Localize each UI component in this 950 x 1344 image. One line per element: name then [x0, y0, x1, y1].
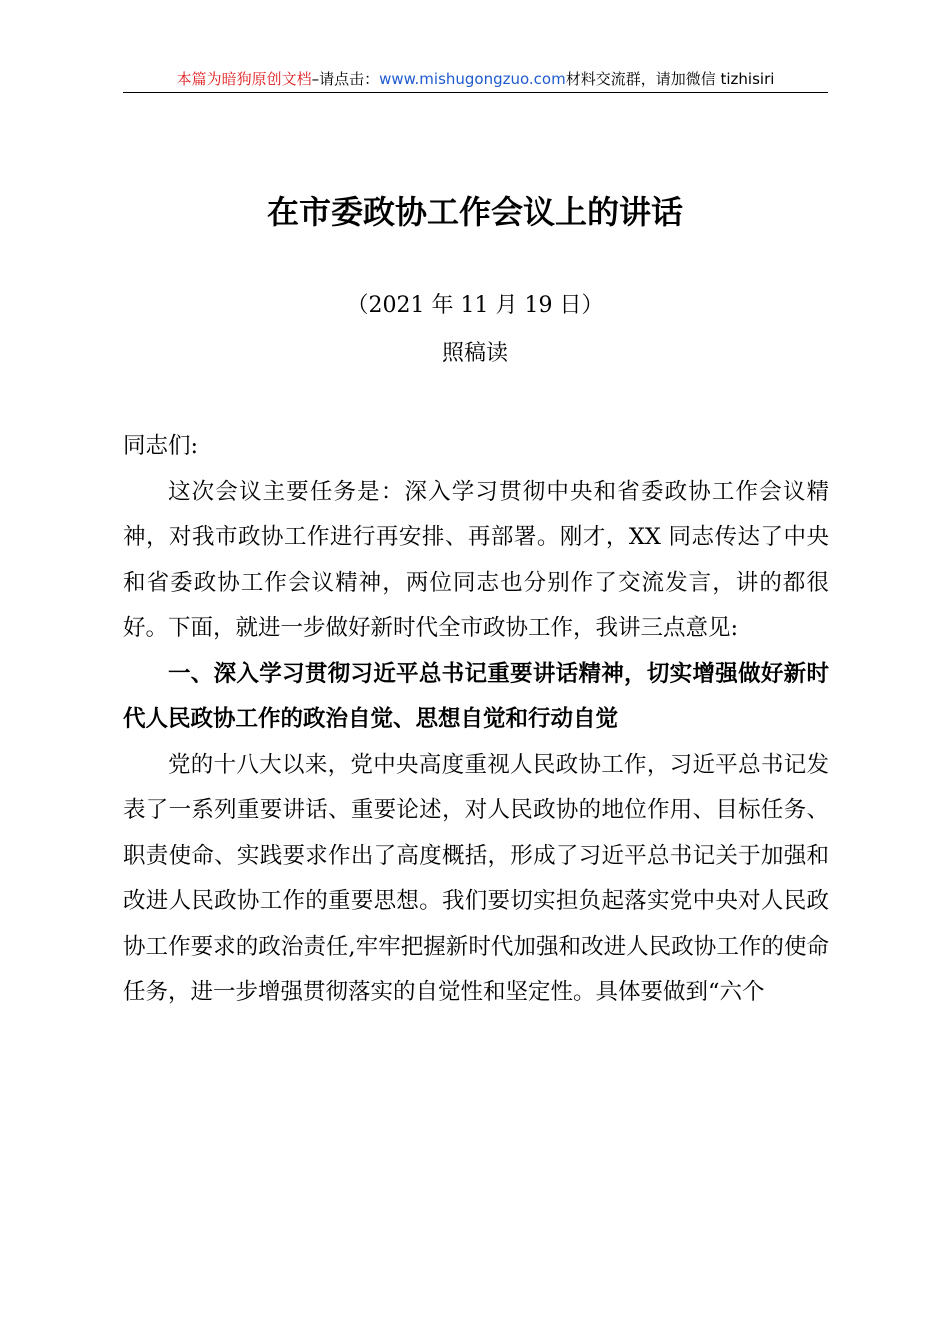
header-prompt: –请点击：	[311, 70, 380, 88]
document-date: （2021 年 11 月 19 日）	[346, 293, 604, 318]
paragraph: 这次会议主要任务是：深入学习贯彻中央和省委政协工作会议精神，对我市政协工作进行再安排、再部署。刚才，XX 同志传达了中央和省委政协工作会议精神，两位同志也分别作了交流发言，讲的都很好。下面，就进一步做好新时代全市政协工作，我讲三点意见:	[123, 478, 829, 641]
header-brand[interactable]: 本篇为暗狗原创文档	[176, 70, 312, 88]
header-url-link[interactable]: www.mishugongzuo.com	[379, 70, 566, 88]
section-heading: 一、深入学习贯彻习近平总书记重要讲话精神，切实增强做好新时代人民政协工作的政治自觉、思想自觉和行动自觉	[123, 660, 829, 732]
paragraph: 党的十八大以来，党中央高度重视人民政协工作，习近平总书记发表了一系列重要讲话、重要论述，对人民政协的地位作用、目标任务、职责使命、实践要求作出了高度概括，形成了习近平总书记关于加强和改进人民政协工作的重要思想。我们要切实担负起落实党中央对人民政协工作要求的政治责任,牢牢把握新时代加强和改进人民政协工作的使命任务，进一步增强贯彻落实的自觉性和坚定性。具体要做到“六个	[123, 751, 829, 1005]
page-header	[123, 68, 828, 93]
header-contact: 材料交流群，请加微信 tizhisiri	[565, 70, 775, 88]
document-body	[123, 424, 829, 1016]
document-note: 照稿读	[441, 341, 508, 366]
salutation: 同志们:	[123, 433, 199, 459]
document-title: 在市委政协工作会议上的讲话	[266, 193, 683, 231]
